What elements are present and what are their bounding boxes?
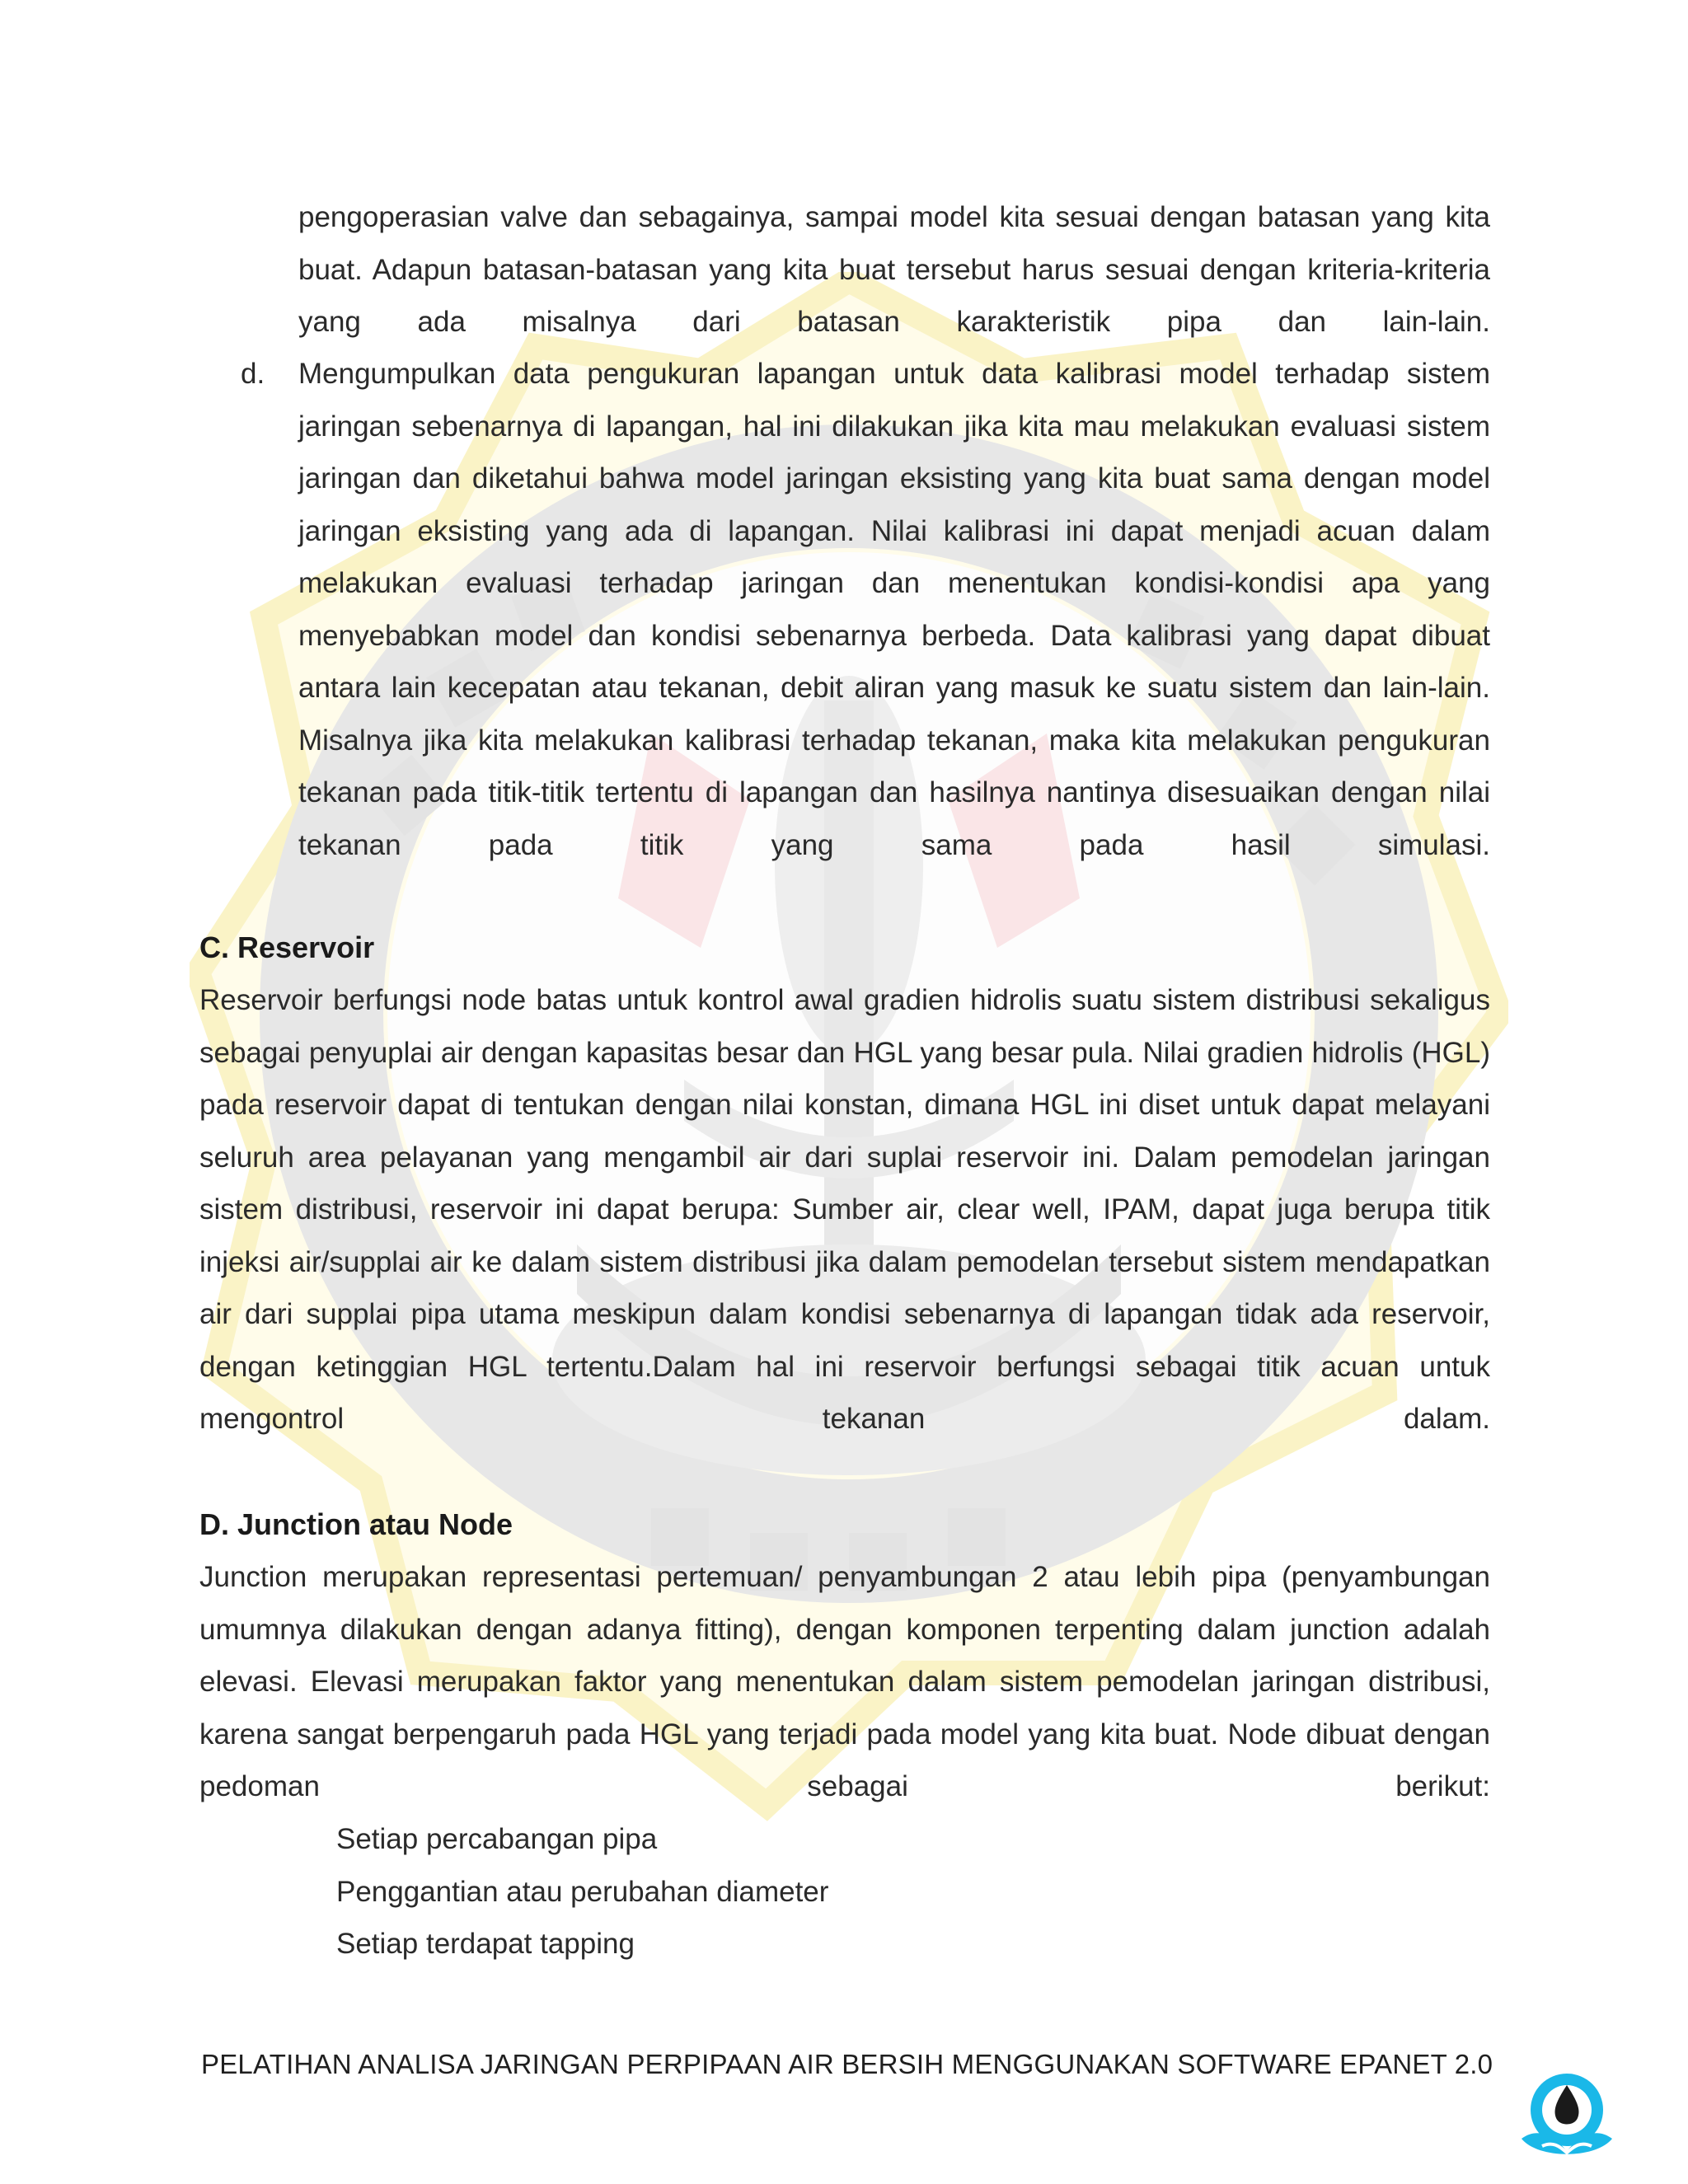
list-item: Setiap terdapat tapping (336, 1928, 635, 1960)
list-item-d-text: Mengumpulkan data pengukuran lapangan untuk data kalibrasi model terhadap sistem jaringan sebenarnya di lapangan, hal ini dilakukan jika kita mau melakukan evaluasi sistem jaringan dan diketahui bahwa model jaringan eksisting yang kita buat sama dengan model jaringan eksisting yang ada di lapangan. Nilai kalibrasi ini dapat menjadi acuan dalam melakukan evaluasi terhadap jaringan dan menentukan kondisi-kondisi apa yang menyebabkan model dan kondisi sebenarnya berbeda. Data kalibrasi yang dapat dibuat antara lain kecepatan atau tekanan, debit aliran yang masuk ke suatu sistem dan lain-lain. Misalnya jika kita melakukan kalibrasi terhadap tekanan, maka kita melakukan pengukuran tekanan pada titik-titik tertentu di lapangan dan hasilnya nantinya disesuaikan dengan nilai tekanan pada titik yang sama pada hasil simulasi. (298, 358, 1490, 861)
list-item-continuation-text: pengoperasian valve dan sebagainya, sampai model kita sesuai dengan batasan yang kita buat. Adapun batasan-batasan yang kita buat tersebut harus sesuai dengan kriteria-kriteria yang ada misalnya dari batasan karakteristik pipa dan lain-lain. (298, 201, 1490, 338)
list-item-d (241, 348, 1490, 861)
section-heading-junction: D. Junction atau Node (199, 1507, 513, 1541)
section-heading-reservoir: C. Reservoir (199, 930, 375, 964)
list-item: Setiap percabangan pipa (336, 1823, 658, 1855)
section-paragraph-reservoir: Reservoir berfungsi node batas untuk kontrol awal gradien hidrolis suatu sistem distribusi sekaligus sebagai penyuplai air dengan kapasitas besar dan HGL yang besar pula. Nilai gradien hidrolis (HGL) pada reservoir dapat di tentukan dengan nilai konstan, dimana HGL ini diset untuk dapat melayani seluruh area pelayanan yang mengambil air dari suplai reservoir ini. Dalam pemodelan jaringan sistem distribusi, reservoir ini dapat berupa: Sumber air, clear well, IPAM, dapat juga berupa titik injeksi air/supplai air ke dalam sistem distribusi jika dalam pemodelan tersebut sistem mendapatkan air dari supplai pipa utama meskipun dalam kondisi sebenarnya di lapangan tidak ada reservoir, dengan ketinggian HGL tertentu.Dalam hal ini reservoir berfungsi sebagai titik acuan untuk mengontrol tekanan dalam. (199, 984, 1490, 1435)
node-criteria-list (336, 1813, 828, 1971)
section-paragraph-junction: Junction merupakan representasi pertemuan/ penyambungan 2 atau lebih pipa (penyambungan umumnya dilakukan dengan adanya fitting), dengan komponen terpenting dalam junction adalah elevasi. Elevasi merupakan faktor yang menentukan dalam sistem pemodelan jaringan distribusi, karena sangat berpengaruh pada HGL yang terjadi pada model yang kita buat. Node dibuat dengan pedoman sebagai berikut: (199, 1561, 1490, 1802)
list-item-marker: d. (241, 358, 265, 390)
list-item: Penggantian atau perubahan diameter (336, 1875, 829, 1908)
water-drop-leaf-logo-icon (1513, 2060, 1620, 2168)
page-footer-title: PELATIHAN ANALISA JARINGAN PERPIPAAN AIR BERSIH MENGGUNAKAN SOFTWARE EPANET 2.0 (201, 2049, 1493, 2079)
